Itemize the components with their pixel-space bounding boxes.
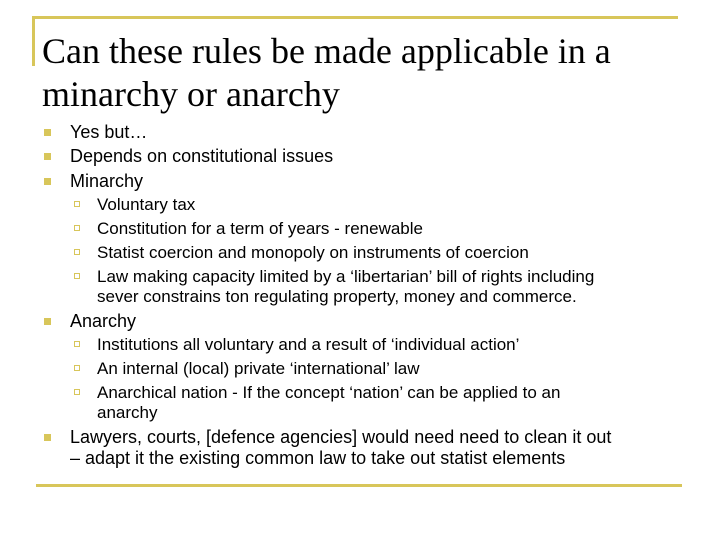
square-bullet-icon: [44, 434, 51, 441]
minarchy-voluntary-tax: Voluntary tax: [97, 195, 196, 214]
square-bullet-icon: [44, 129, 51, 136]
minarchy-law-making-line1: Law making capacity limited by a ‘libertarian’ bill of rights including: [97, 267, 595, 286]
hollow-square-bullet-icon: [74, 341, 80, 347]
square-bullet-icon: [44, 318, 51, 325]
square-bullet-icon: [44, 178, 51, 185]
bullet-minarchy: Minarchy: [70, 171, 144, 191]
title-line-1: Can these rules be made applicable in a: [42, 31, 611, 71]
anarchy-internal-law: An internal (local) private ‘international’ law: [97, 359, 420, 378]
hollow-square-bullet-icon: [74, 365, 80, 371]
bullet-yes-but: Yes but…: [70, 122, 148, 142]
hollow-square-bullet-icon: [74, 389, 80, 395]
anarchy-nation-line1: Anarchical nation - If the concept ‘nation’ can be applied to an: [97, 383, 561, 402]
bullet-anarchy: Anarchy: [70, 311, 137, 331]
minarchy-law-making-line2: sever constrains ton regulating property, money and commerce.: [97, 287, 577, 306]
square-bullet-icon: [44, 153, 51, 160]
bullet-depends: Depends on constitutional issues: [70, 146, 334, 166]
anarchy-nation-line2: anarchy: [97, 403, 158, 422]
title-line-2: minarchy or anarchy: [42, 74, 340, 114]
hollow-square-bullet-icon: [74, 273, 80, 279]
hollow-square-bullet-icon: [74, 249, 80, 255]
anarchy-institutions: Institutions all voluntary and a result of ‘individual action’: [97, 335, 520, 354]
minarchy-constitution: Constitution for a term of years - renewable: [97, 219, 423, 238]
hollow-square-bullet-icon: [74, 201, 80, 207]
bullet-lawyers-line2: – adapt it the existing common law to take out statist elements: [70, 448, 566, 468]
hollow-square-bullet-icon: [74, 225, 80, 231]
bullet-lawyers-line1: Lawyers, courts, [defence agencies] would need need to clean it out: [70, 427, 612, 447]
minarchy-statist-coercion: Statist coercion and monopoly on instruments of coercion: [97, 243, 529, 262]
